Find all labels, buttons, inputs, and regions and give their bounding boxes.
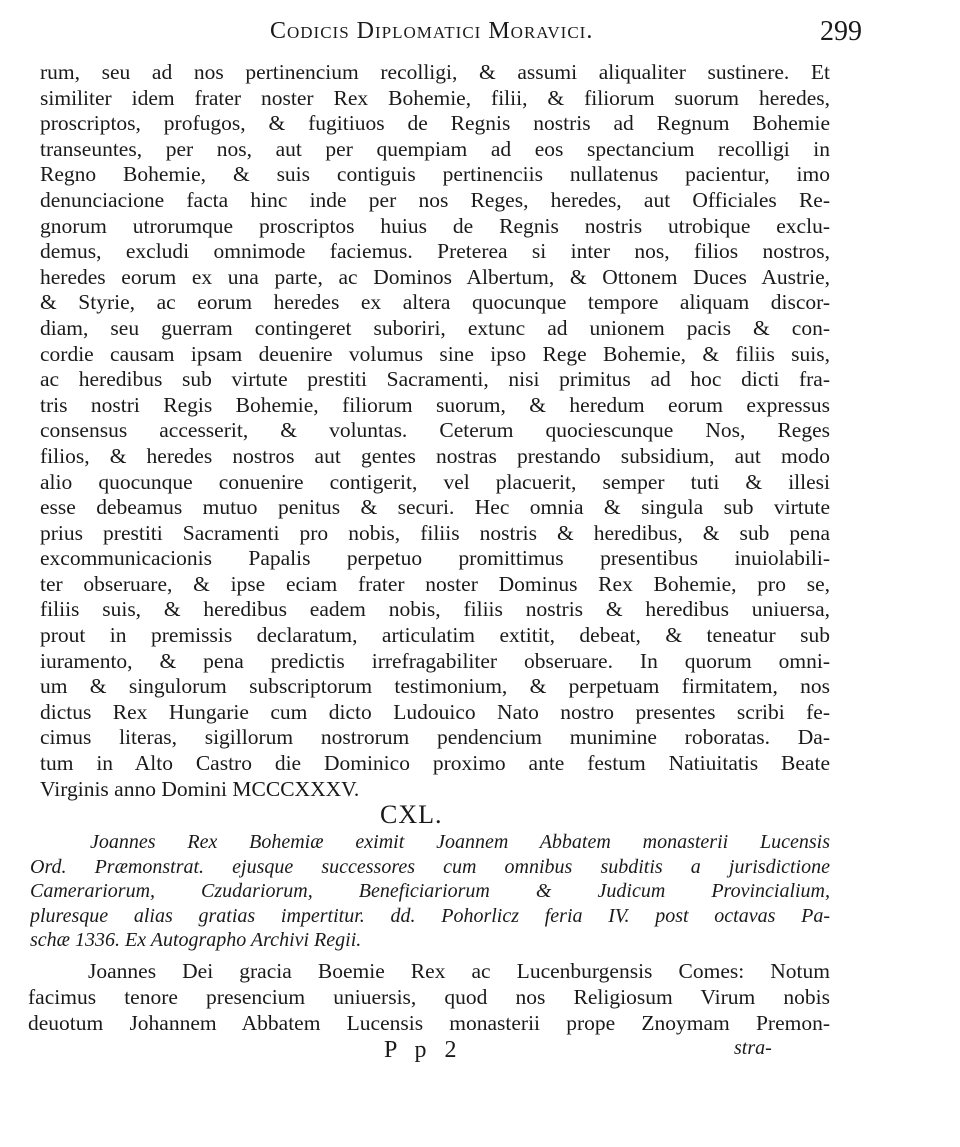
text-line: excommunicacionis Papalis perpetuo promittimus presentibus inuiolabili- [40, 546, 830, 571]
text-line: filiis suis, & heredibus eadem nobis, filiis nostris & heredibus uniuersa, [40, 597, 830, 622]
text-line: dictus Rex Hungarie cum dicto Ludouico Nato nostro presentes scribi fe- [40, 699, 830, 724]
charter-text [40, 60, 830, 802]
text-line: & Styrie, ac eorum heredes ex altera quocunque tempore aliquam discor- [40, 290, 830, 315]
summary-line: Ord. Præmonstrat. ejusque successores cum omnibus subditis a jurisdictione [30, 855, 830, 878]
summary-line: Joannes Rex Bohemiæ eximit Joannem Abbatem monasterii Lucensis [90, 831, 830, 853]
text-line: transeuntes, per nos, aut per quempiam ad eos spectancium recolligi in [40, 136, 830, 161]
document-summary [30, 830, 830, 953]
text-line: esse debeamus mutuo penitus & securi. Hec omnia & singula sub virtute [40, 495, 830, 520]
text-line: alio quocunque conuenire contigerit, vel placuerit, semper tuti & illesi [40, 469, 830, 494]
text-line: gnorum utrorumque proscriptos huius de Regnis nostris utrobique exclu- [40, 213, 830, 238]
text-line: diam, seu guerram contingeret suboriri, extunc ad unionem pacis & con- [40, 315, 830, 340]
text-line: iuramento, & pena predictis irrefragabiliter obseruare. In quorum omni- [40, 648, 830, 673]
text-line: rum, seu ad nos pertinencium recolligi, & assumi aliqualiter sustinere. Et [40, 60, 830, 84]
text-line: prius prestiti Sacramenti pro nobis, filiis nostris & heredibus, & sub pena [40, 520, 830, 545]
text-line: Joannes Dei gracia Boemie Rex ac Lucenburgensis Comes: Notum [88, 959, 830, 983]
text-line: filios, & heredes nostros aut gentes nostras prestando subsidium, aut modo [40, 443, 830, 468]
text-line: tris nostri Regis Bohemie, filiorum suorum, & heredum eorum expressus [40, 392, 830, 417]
text-line: cordie causam ipsam deuenire volumus sine ipso Rege Bohemie, & filiis suis, [40, 341, 830, 366]
summary-line: pluresque alias gratias impertitur. dd. Pohorlicz feria IV. post octavas Pa- [30, 904, 830, 927]
charter-opening [28, 958, 830, 1036]
summary-line: schæ 1336. Ex Autographo Archivi Regii. [30, 929, 362, 951]
running-title: Codicis Diplomatici Moravici. [270, 18, 594, 44]
text-line: denunciacione facta hinc inde per nos Reges, heredes, aut Officiales Re- [40, 187, 830, 212]
text-line: ter obseruare, & ipse eciam frater noster Dominus Rex Bohemie, pro se, [40, 571, 830, 596]
page-number: 299 [820, 16, 862, 47]
text-line: deuotum Johannem Abbatem Lucensis monasterii prope Znoymam Premon- [28, 1011, 830, 1035]
page-header [0, 14, 960, 50]
text-line: demus, excludi omnimode faciemus. Preterea si inter nos, filios nostros, [40, 239, 830, 264]
text-line: Regno Bohemie, & suis contiguis pertinenciis nullatenus pacientur, imo [40, 162, 830, 187]
text-line: ac heredibus sub virtute prestiti Sacramenti, nisi primitus ad hoc dicti fra- [40, 367, 830, 392]
text-line: proscriptos, profugos, & fugitiuos de Regnis nostris ad Regnum Bohemie [40, 111, 830, 136]
text-line: Virginis anno Domini MCCCXXXV. [40, 776, 360, 801]
text-line: prout in premissis declaratum, articulatim extitit, debeat, & teneatur sub [40, 623, 830, 648]
text-line: facimus tenore presencium uniuersis, quod nos Religiosum Virum nobis [28, 985, 830, 1009]
section-number: CXL. [380, 800, 443, 829]
summary-line: Camerariorum, Czudariorum, Beneficiariorum & Judicum Provincialium, [30, 880, 830, 902]
signature-mark: P p 2 [384, 1037, 463, 1063]
text-line: consensus accesserit, & voluntas. Ceterum quociescunque Nos, Reges [40, 418, 830, 443]
catchword: stra- [734, 1037, 772, 1059]
text-line: um & singulorum subscriptorum testimonium, & perpetuam firmitatem, nos [40, 674, 830, 699]
text-line: similiter idem frater noster Rex Bohemie, filii, & filiorum suorum heredes, [40, 85, 830, 110]
text-line: heredes eorum ex una parte, ac Dominos Albertum, & Ottonem Duces Austrie, [40, 264, 830, 289]
text-line: cimus literas, sigillorum nostrorum pendencium munimine roboratas. Da- [40, 725, 830, 750]
text-line: tum in Alto Castro die Dominico proximo ante festum Natiuitatis Beate [40, 751, 830, 776]
